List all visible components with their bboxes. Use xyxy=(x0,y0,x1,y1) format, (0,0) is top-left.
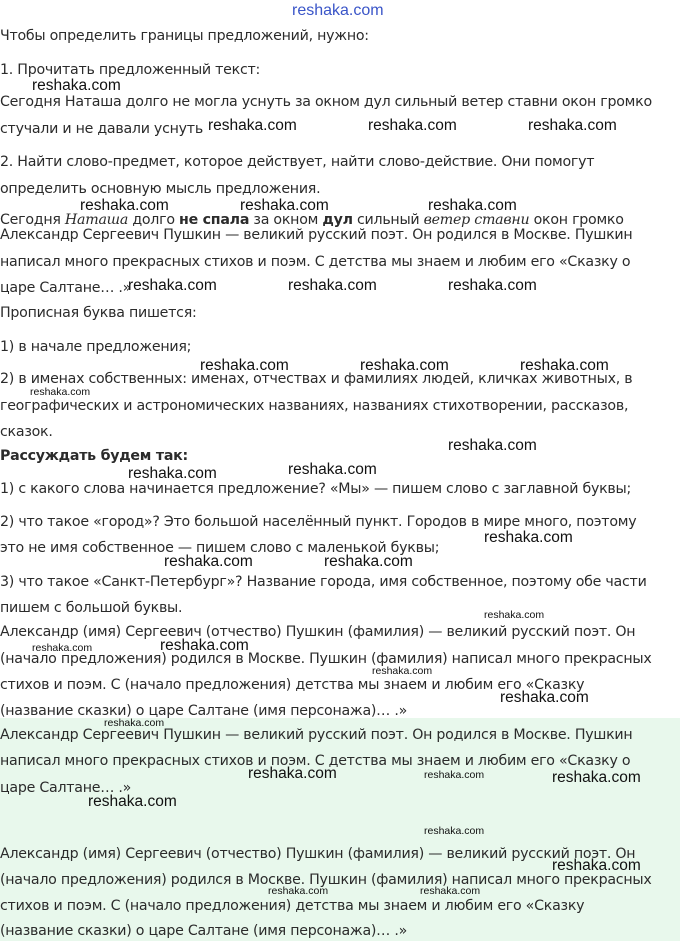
watermark: reshaka.com xyxy=(552,769,641,786)
watermark: reshaka.com xyxy=(164,553,253,570)
intro-text: Чтобы определить границы предложений, нужно: xyxy=(0,28,369,44)
passage-line3: царе Салтане… .» xyxy=(0,280,132,296)
reasoning-title-text: Рассуждать будем так: xyxy=(0,448,188,464)
watermark: reshaka.com xyxy=(448,277,537,294)
cut-word: окон громко xyxy=(533,212,624,228)
watermark: reshaka.com xyxy=(128,277,217,294)
reasoning-title xyxy=(0,447,188,465)
watermark: reshaka.com xyxy=(428,197,517,214)
watermark-small: reshaka.com xyxy=(268,885,329,897)
watermark: reshaka.com xyxy=(240,197,329,214)
cut-word-handwritten: ветер ставни xyxy=(423,212,530,228)
rule-2-line1: 2) в именах собственных: именах, отчествах и фамилиях людей, кличках животных, в xyxy=(0,371,633,387)
answer-annotated-line4: (название сказки) о царе Салтане (имя персонажа)… .» xyxy=(0,923,408,939)
watermark-small: reshaka.com xyxy=(424,825,485,837)
capital-rule-title: Прописная буква пишется: xyxy=(0,305,197,321)
answer-annotated-line1: Александр (имя) Сергеевич (отчество) Пушкин (фамилия) — великий русский поэт. Он xyxy=(0,846,636,862)
answer-passage-line2: написал много прекрасных стихов и поэм. С детства мы знаем и любим его «Сказку о xyxy=(0,753,631,769)
watermark: reshaka.com xyxy=(288,461,377,478)
cut-word: долго xyxy=(132,212,175,228)
cut-word: за окном xyxy=(253,212,319,228)
watermark-small: reshaka.com xyxy=(104,717,165,729)
watermark: reshaka.com xyxy=(552,857,641,874)
watermark: reshaka.com xyxy=(32,77,121,94)
watermark: reshaka.com xyxy=(88,793,177,810)
cut-word: сильный xyxy=(356,212,420,228)
passage-line1: Александр Сергеевич Пушкин — великий русский поэт. Он родился в Москве. Пушкин xyxy=(0,227,633,243)
annotated-line3: стихов и поэм. С (начало предложения) детства мы знаем и любим его «Сказку xyxy=(0,677,585,693)
step2-line1: 2. Найти слово-предмет, которое действует, найти слово-действие. Они помогут xyxy=(0,154,595,170)
given-text-line1: Сегодня Наташа долго не могла уснуть за окном дул сильный ветер ставни окон громко xyxy=(0,94,652,110)
watermark: reshaka.com xyxy=(248,765,337,782)
passage-line2: написал много прекрасных стихов и поэм. С детства мы знаем и любим его «Сказку о xyxy=(0,254,631,270)
watermark: reshaka.com xyxy=(484,529,573,546)
given-text-line2: стучали и не давали уснуть xyxy=(0,121,203,137)
watermark: reshaka.com xyxy=(200,357,289,374)
question-2-line1: 2) что такое «город»? Это большой населённый пункт. Городов в мире много, поэтому xyxy=(0,514,637,530)
question-1: 1) с какого слова начинается предложение? «Мы» — пишем слово с заглавной буквы; xyxy=(0,481,632,497)
watermark: reshaka.com xyxy=(500,689,589,706)
cut-word-bold: дул xyxy=(322,212,353,228)
watermark: reshaka.com xyxy=(128,465,217,482)
watermark-small: reshaka.com xyxy=(424,769,485,781)
watermark-small: reshaka.com xyxy=(32,642,93,654)
question-2-line2: это не имя собственное — пишем слово с маленькой буквы; xyxy=(0,540,440,556)
answer-passage-line1: Александр Сергеевич Пушкин — великий русский поэт. Он родился в Москве. Пушкин xyxy=(0,727,633,743)
answer-passage-line3: царе Салтане… .» xyxy=(0,780,132,796)
watermark: reshaka.com xyxy=(448,437,537,454)
watermark: reshaka.com xyxy=(288,277,377,294)
watermark-small: reshaka.com xyxy=(420,885,481,897)
answer-annotated-line3: стихов и поэм. С (начало предложения) детства мы знаем и любим его «Сказку xyxy=(0,898,585,914)
annotated-line4: (название сказки) о царе Салтане (имя персонажа)… .» xyxy=(0,703,408,719)
rule-2-line2: географических и астрономических названиях, названиях стихотворении, рассказов, xyxy=(0,398,629,414)
watermark-small: reshaka.com xyxy=(372,665,433,677)
site-watermark-top: reshaka.com xyxy=(292,2,384,19)
cut-word: Сегодня xyxy=(0,212,61,228)
annotated-line2: (начало предложения) родился в Москве. Пушкин (фамилия) написал много прекрасных xyxy=(0,651,652,667)
question-3-line2: пишем с большой буквы. xyxy=(0,600,183,616)
watermark: reshaka.com xyxy=(520,357,609,374)
watermark: reshaka.com xyxy=(160,637,249,654)
watermark-small: reshaka.com xyxy=(484,609,545,621)
question-3-line1: 3) что такое «Санкт-Петербург»? Название города, имя собственное, поэтому обе части xyxy=(0,574,647,590)
watermark: reshaka.com xyxy=(368,117,457,134)
watermark: reshaka.com xyxy=(360,357,449,374)
watermark: reshaka.com xyxy=(528,117,617,134)
rule-2-line3: сказок. xyxy=(0,424,53,440)
watermark-small: reshaka.com xyxy=(30,386,91,398)
watermark: reshaka.com xyxy=(80,197,169,214)
cut-word-bold: не спала xyxy=(179,212,250,228)
step1-title: 1. Прочитать предложенный текст: xyxy=(0,62,261,78)
cut-word-handwritten: Наташа xyxy=(64,212,129,228)
annotated-line1: Александр (имя) Сергеевич (отчество) Пушкин (фамилия) — великий русский поэт. Он xyxy=(0,624,636,640)
watermark: reshaka.com xyxy=(324,553,413,570)
rule-1: 1) в начале предложения; xyxy=(0,339,192,355)
step2-line2: определить основную мысль предложения. xyxy=(0,181,321,197)
watermark: reshaka.com xyxy=(208,117,297,134)
answer-annotated-line2: (начало предложения) родился в Москве. Пушкин (фамилия) написал много прекрасных xyxy=(0,872,652,888)
